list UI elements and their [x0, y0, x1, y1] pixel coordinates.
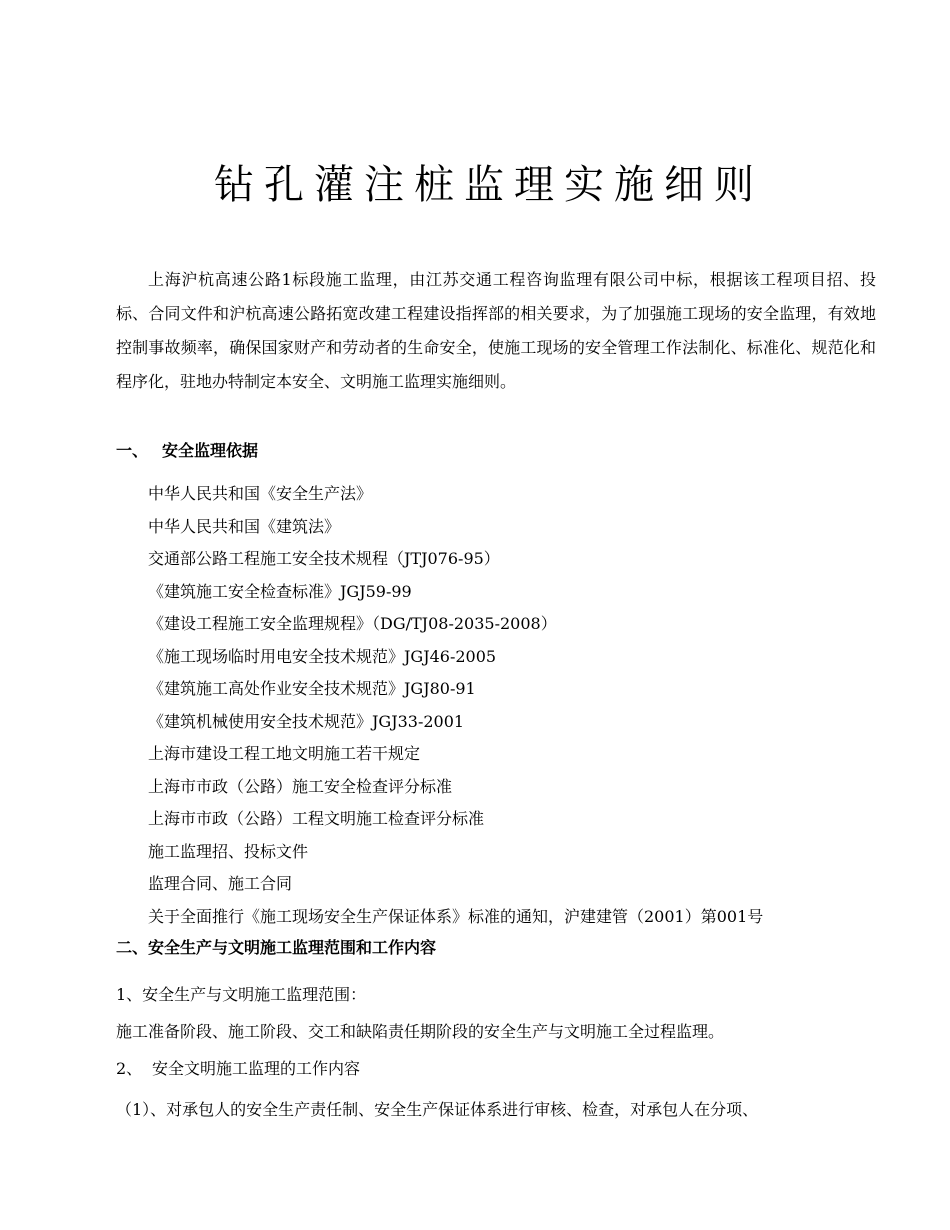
section-1-title: 安全监理依据: [162, 441, 259, 460]
reference-item: 上海市市政（公路）工程文明施工检查评分标准: [148, 809, 485, 828]
content-item-1: （1）、对承包人的安全生产责任制、安全生产保证体系进行审核、检查，对承包人在分项、: [116, 1100, 759, 1119]
reference-item: 《建筑施工安全检查标准》JGJ59-99: [148, 581, 412, 601]
reference-item: 上海市建设工程工地文明施工若干规定: [148, 744, 421, 763]
reference-item: 《施工现场临时用电安全技术规范》JGJ46-2005: [148, 646, 497, 666]
section-1-heading: [116, 441, 258, 461]
subsection-2-2-number: 2、: [116, 1059, 143, 1078]
document-title: 钻孔灌注桩监理实施细则: [214, 162, 764, 208]
reference-item: 上海市市政（公路）施工安全检查评分标准: [148, 776, 453, 796]
subsection-2-2-heading: [116, 1059, 360, 1079]
subsection-2-1-title: 1、安全生产与文明施工监理范围：: [116, 985, 367, 1004]
reference-item: 《建筑施工高处作业安全技术规范》JGJ80-91: [148, 679, 476, 698]
section-1-number: 一、: [116, 441, 149, 460]
section-2-heading: 二、安全生产与文明施工监理范围和工作内容: [116, 938, 437, 957]
reference-item: 交通部公路工程施工安全技术规程（JTJ076-95）: [148, 549, 500, 568]
reference-item: 中华人民共和国《建筑法》: [148, 516, 341, 536]
intro-paragraph: 上海沪杭高速公路1标段施工监理，由江苏交通工程咨询监理有限公司中标，根据该工程项目招、投标、合同文件和沪杭高速公路拓宽改建工程建设指挥部的相关要求，为了加强施工现场的安全监理，有效地控制事故频率，确保国家财产和劳动者的生命安全，使施工现场的安全管理工作法制化、标准化、规范化和程序化，驻地办特制定本安全、文明施工监理实施细则。: [116, 270, 876, 391]
subsection-2-1-text: 施工准备阶段、施工阶段、交工和缺陷责任期阶段的安全生产与文明施工全过程监理。: [116, 1022, 725, 1041]
reference-item: 《建筑机械使用安全技术规范》JGJ33-2001: [148, 711, 465, 731]
reference-item: 施工监理招、投标文件: [148, 841, 309, 861]
reference-item: 监理合同、施工合同: [148, 874, 293, 893]
reference-item: 中华人民共和国《安全生产法》: [148, 484, 373, 503]
subsection-2-2-title: 安全文明施工监理的工作内容: [152, 1059, 361, 1078]
reference-item: 关于全面推行《施工现场安全生产保证体系》标准的通知，沪建建管（2001）第001号: [148, 906, 764, 926]
reference-item: 《建设工程施工安全监理规程》（DG/TJ08-2035-2008）: [148, 614, 557, 633]
reference-list: [148, 484, 763, 939]
